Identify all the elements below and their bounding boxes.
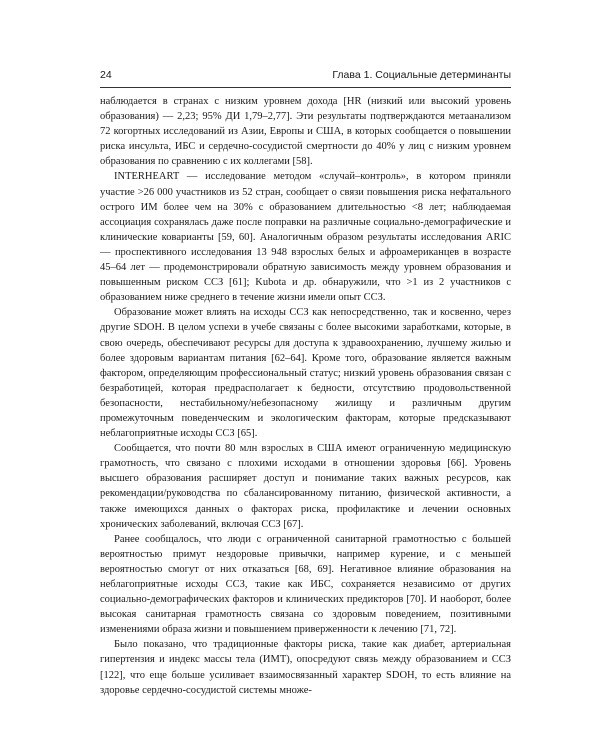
paragraph: наблюдается в странах с низким уровнем дохода [HR (низкий или высокий уровень образования) — 2,23; 95% ДИ 1,79–2,77]. Эти результаты подтверждаются метаанализом 72 когортных исследований из Азии, Европы и США, в которых сообщается о повышении риска инсульта, ИБС и сердечно-сосудистой смертности до 40% у лиц с низким уровнем образования по сравнению с их коллегами [58].: [100, 96, 511, 168]
paragraph: Было показано, что традиционные факторы риска, такие как диабет, артериальная гипертензия и индекс массы тела (ИМТ), опосредуют связь между образованием и ССЗ [122], что еще больше усиливает взаимосвязанный характер SDOH, то есть влияние на здоровье сердечно-сосудистой системы множе-: [100, 639, 511, 696]
body-text: [100, 94, 511, 698]
header-divider: [100, 87, 511, 88]
paragraph: INTERHEART — исследование методом «случай–контроль», в котором приняли участие >26 000 участников из 52 стран, сообщает о связи повышения риска нефатального острого ИМ более чем на 30% с образованием длительностью <8 лет; наблюдаемая ассоциация сохранялась даже после поправки на различные социально-демографические и клинические коварианты [59, 60]. Аналогичным образом результаты исследования ARIC — проспективного исследования 13 948 взрослых белых и афроамериканцев в возрасте 45–64 лет — продемонстрировали обратную зависимость между уровнем образования и повышенным риском ССЗ [61]; Kubota и др. обнаружили, что >1 из 2 участников с образованием ниже среднего в течение жизни имели опыт ССЗ.: [100, 171, 511, 304]
paragraph: Ранее сообщалось, что люди с ограниченной санитарной грамотностью с большей вероятностью примут нездоровые привычки, например курение, и с меньшей вероятностью смогут от них отказаться [68, 69]. Негативное влияние образования на неблагоприятные исходы ССЗ, такие как ИБС, сохраняется независимо от других социально-демографических факторов и клинических предикторов [70]. И наоборот, более высокая санитарная грамотность связана со здоровым поведением, позитивными изменениями образа жизни и повышением приверженности к лечению [71, 72].: [100, 533, 511, 636]
page-number: 24: [100, 69, 112, 81]
paragraph: Образование может влиять на исходы ССЗ как непосредственно, так и косвенно, через другие SDOH. В целом успехи в учебе связаны с более высокими заработками, которые, в свою очередь, обеспечивают ресурсы для доступа к здравоохранению, лучшему жилью и более здоровым вариантам питания [62–64]. Кроме того, образование является важным фактором, определяющим профессиональный статус; низкий уровень образования связан с безработицей, которая предрасполагает к бедности, отсутствию продовольственной безопасности, нестабильному/небезопасному жилищу и различным другим промежуточным поведенческим и экологическим факторам, которые предсказывают неблагоприятные исходы ССЗ [65].: [100, 307, 511, 440]
running-header: [100, 66, 511, 84]
paragraph: Сообщается, что почти 80 млн взрослых в США имеют ограниченную медицинскую грамотность, что связано с плохими исходами в отношении здоровья [66]. Уровень высшего образования расширяет доступ и понимание таких важных ресурсов, как рекомендации/руководства по сбалансированному питанию, физической активности, а также имеющихся данных о факторах риска, профилактике и лечении основных хронических заболеваний, включая ССЗ [67].: [100, 443, 511, 530]
chapter-title: Глава 1. Социальные детерминанты: [332, 69, 511, 81]
